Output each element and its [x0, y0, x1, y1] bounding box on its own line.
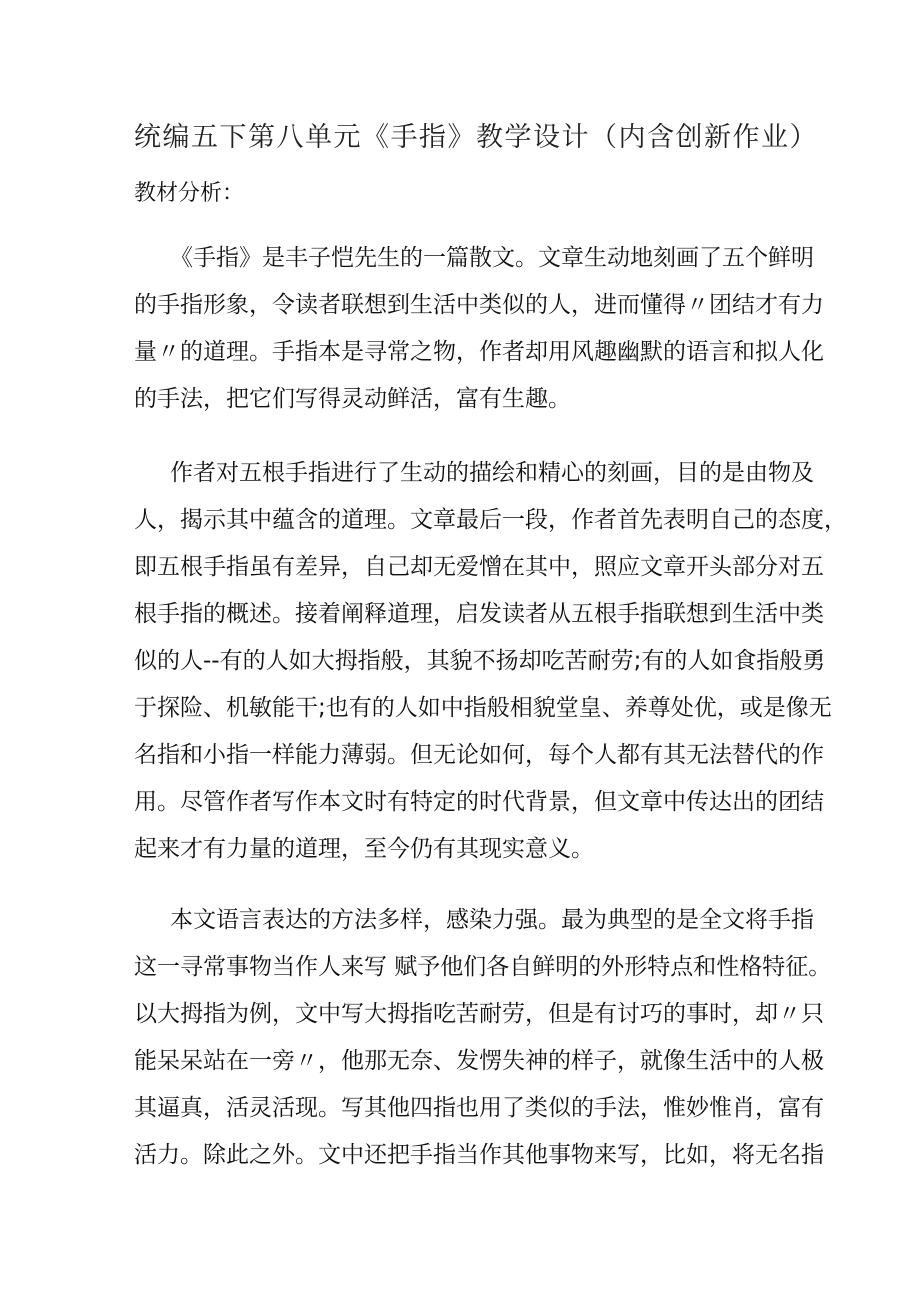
paragraph-line: 的手指形象，令读者联想到生活中类似的人，进而懂得〃团结才有力: [134, 292, 824, 318]
section-heading: 教材分析：: [134, 181, 245, 206]
paragraph-line: 用。尽管作者写作本文时有特定的时代背景，但文章中传达出的团结: [134, 789, 824, 815]
paragraph-line: 作者对五根手指进行了生动的描绘和精心的刻画，目的是由物及: [170, 460, 814, 486]
paragraph-line: 《手指》是丰子恺先生的一篇散文。文章生动地刻画了五个鲜明: [170, 245, 814, 271]
paragraph-line: 人，揭示其中蕴含的道理。文章最后一段，作者首先表明自己的态度，: [134, 507, 847, 533]
paragraph-line: 根手指的概述。接着阐释道理，启发读者从五根手指联想到生活中类: [134, 601, 824, 627]
paragraph-2: [134, 456, 847, 879]
paragraph-line: 本文语言表达的方法多样，感染力强。最为典型的是全文将手指: [170, 907, 814, 933]
paragraph-line: 于探险、机敏能干;也有的人如中指般相貌堂皇、养尊处优，或是像无: [134, 695, 832, 721]
paragraph-line: 量〃的道理。手指本是寻常之物，作者却用风趣幽默的语言和拟人化: [134, 339, 824, 365]
paragraph-1: [134, 241, 824, 429]
paragraph-line: 起来才有力量的道理，至今仍有其现实意义。: [134, 836, 594, 862]
paragraph-line: 名指和小指一样能力薄弱。但无论如何，每个人都有其无法替代的作: [134, 742, 824, 768]
paragraph-line: 这一寻常事物当作人来写 赋予他们各自鲜明的外形特点和性格特征。: [134, 954, 832, 980]
paragraph-3: [134, 903, 832, 1185]
paragraph-line: 能呆呆站在一旁〃，他那无奈、发愣失神的样子，就像生活中的人极: [134, 1048, 824, 1074]
paragraph-line: 其逼真，活灵活现。写其他四指也用了类似的手法，惟妙惟肖，富有: [134, 1095, 824, 1121]
paragraph-line: 的手法，把它们写得灵动鲜活，富有生趣。: [134, 386, 571, 412]
paragraph-line: 活力。除此之外。文中还把手指当作其他事物来写，比如，将无名指: [134, 1142, 824, 1168]
document-title: 统编五下第八单元《手指》教学设计（内含创新作业）: [134, 122, 818, 153]
paragraph-line: 以大拇指为例，文中写大拇指吃苦耐劳，但是有讨巧的事时，却〃只: [134, 1001, 824, 1027]
paragraph-line: 似的人--有的人如大拇指般，其貌不扬却吃苦耐劳;有的人如食指般勇: [134, 648, 826, 674]
paragraph-line: 即五根手指虽有差异，自己却无爱憎在其中，照应文章开头部分对五: [134, 554, 824, 580]
